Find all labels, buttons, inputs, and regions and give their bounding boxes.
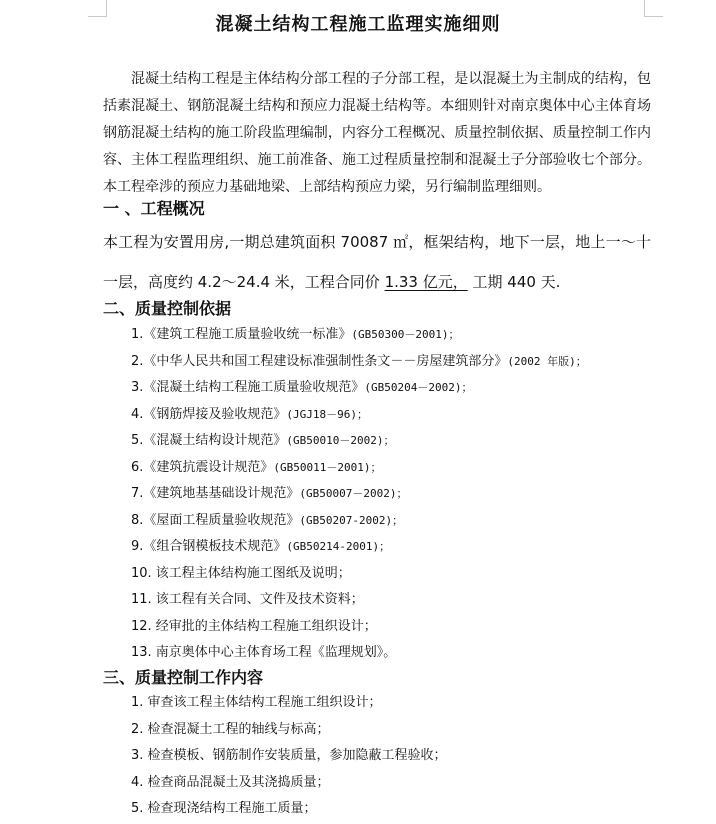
basis-label: 10. 该工程主体结构施工图纸及说明； <box>131 565 351 581</box>
list-item <box>131 455 587 482</box>
intro-paragraph: 混凝土结构工程是主体结构分部工程的子分部工程，是以混凝土为主制成的结构，包括素混凝土、钢筋混凝土结构和预应力混凝土结构等。本细则针对南京奥体中心主体育场钢筋混凝土结构的施工阶段监理编制，内容分工程概况、质量控制依据、质量控制工作内容、主体工程监理组织、施工前准备、施工过程质量控制和混凝土子分部验收七个部分。本工程牵涉的预应力基础地梁、上部结构预应力梁，另行编制监理细则。 <box>103 71 651 195</box>
section-heading-content: 三、质量控制工作内容 <box>103 668 264 687</box>
list-item: 2. 检查混凝土工程的轴线与标高； <box>131 721 330 737</box>
list-item <box>131 402 587 429</box>
basis-code: (GB50007－2002)； <box>299 487 408 500</box>
overview-text-after: 工期 440 天. <box>467 273 561 291</box>
basis-label: 13. 南京奥体中心主体育场工程《监理规划》。 <box>131 645 397 660</box>
basis-label: 12. 经审批的主体结构工程施工组织设计； <box>131 618 377 634</box>
list-item <box>131 508 587 535</box>
content-list <box>131 690 447 823</box>
basis-label: 4.《钢筋焊接及验收规范》 <box>131 406 287 422</box>
basis-code: (GB50010－2002)； <box>286 434 395 447</box>
basis-label: 7.《建筑地基基础设计规范》 <box>131 486 300 501</box>
list-item: 4. 检查商品混凝土及其浇捣质量； <box>131 774 330 790</box>
basis-code: (2002 年版)； <box>507 354 587 368</box>
basis-code: (GB50300－2001)； <box>351 328 460 341</box>
list-item: 1. 审查该工程主体结构工程施工组织设计； <box>131 695 382 710</box>
section-heading-basis: 二、质量控制依据 <box>103 299 232 318</box>
contract-value: 1.33 亿元， <box>384 273 468 291</box>
basis-code: (GB50204－2002)； <box>364 381 473 394</box>
basis-label: 6.《建筑抗震设计规范》 <box>131 459 274 475</box>
basis-code: (GB50207-2002)； <box>299 513 404 527</box>
section-heading-overview: 一 、工程概况 <box>103 199 205 218</box>
list-item: 3. 检查模板、钢筋制作安装质量，参加隐蔽工程验收； <box>131 748 447 763</box>
list-item <box>131 428 587 455</box>
list-item <box>131 640 587 667</box>
basis-code: (GB50011－2001)； <box>273 460 382 474</box>
list-item <box>131 349 587 376</box>
list-item <box>131 375 587 402</box>
list-item <box>131 614 587 641</box>
basis-list <box>131 322 587 667</box>
basis-label: 5.《混凝土结构设计规范》 <box>131 433 287 448</box>
overview-text-before: 本工程为安置用房,一期总建筑面积 70087 ㎡，框架结构，地下一层，地上一～十一层，高度约 4.2～24.4 米，工程合同价 <box>103 233 651 291</box>
list-item <box>131 322 587 349</box>
basis-label: 8.《屋面工程质量验收规范》 <box>131 512 300 528</box>
basis-label: 3.《混凝土结构工程施工质量验收规范》 <box>131 380 365 395</box>
basis-label: 2.《中华人民共和国工程建设标准强制性条文－－房屋建筑部分》 <box>131 353 508 369</box>
list-item <box>131 587 587 614</box>
document-title: 混凝土结构工程施工监理实施细则 <box>215 14 501 35</box>
basis-code: (JGJ18－96)； <box>286 407 369 421</box>
list-item <box>131 534 587 561</box>
basis-code: (GB50214-2001)； <box>286 540 391 553</box>
list-item <box>131 561 587 588</box>
list-item: 5. 检查现浇结构工程施工质量； <box>131 801 317 816</box>
list-item <box>131 481 587 508</box>
overview-paragraph <box>103 222 651 302</box>
basis-label: 9.《组合钢模板技术规范》 <box>131 539 287 554</box>
basis-label: 11. 该工程有关合同、文件及技术资料； <box>131 592 364 607</box>
basis-label: 1.《建筑工程施工质量验收统一标准》 <box>131 327 352 342</box>
